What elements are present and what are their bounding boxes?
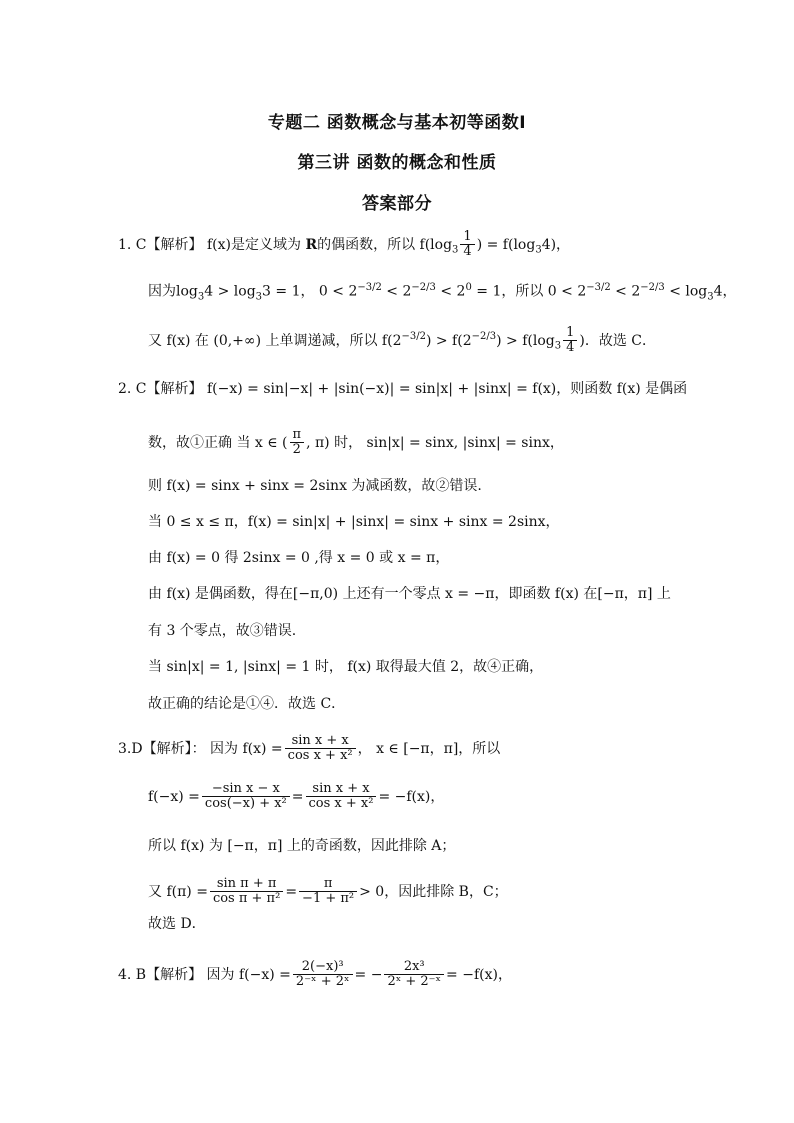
q1-line-2: 因为$\log_34 > \log_33 = 1$， $0 < 2^{-3/2} < 2^{-2/3} < 2^0 = 1$，所以 $0 < 2^{-3/2} < 2^{-2/3} < \log_34$， — [148, 282, 737, 303]
fraction-fx: $\frac{\text{sin x + x}}{\text{cos x + x²}}$ — [285, 734, 356, 764]
fraction-pi-over-two: $\frac{\pi}{2}$ — [290, 428, 305, 458]
q2-line-9: 故正确的结论是①④．故选 C． — [148, 696, 346, 712]
section-title: 答案部分 — [362, 194, 432, 214]
q2-line-3: 则 f(x) = sinx + sinx = 2sinx 为减函数，故②错误. — [148, 478, 482, 494]
topic-title: 专题二 函数概念与基本初等函数Ⅰ — [267, 113, 527, 133]
q3-line-4: 又 f(π) = $\frac{\text{sin π + π}}{\text{cos π + π²}}$ = $\frac{\pi}{\text{−1 + π²}}$ > 0，因此排除 B，C； — [148, 876, 508, 907]
q3-line-2: f(−x) = $\frac{\text{−sin x − x}}{\text{cos(−x) + x²}}$ = $\frac{\text{sin x + x}}{\text{cos x + x²}}$ = −f(x)， — [148, 781, 445, 812]
q2-line-1: 2. C【解析】 f(−x) = sin|−x| + |sin(−x)| = sin|x| + |sinx| = f(x)，则函数 f(x) 是偶函 — [118, 381, 688, 397]
fraction-f-neg-x-q4-1: $\frac{\text{2(−x)³}}{\text{2⁻ˣ + 2ˣ}}$ — [293, 960, 353, 990]
q2-line-6: 由 f(x) 是偶函数，得在[−π,0) 上还有一个零点 x = −π，即函数 f(x) 在[−π，π] 上 — [148, 586, 671, 602]
q4-line-1: 4. B【解析】 因为 f(−x) = $\frac{\text{2(−x)³}}{\text{2⁻ˣ + 2ˣ}}$ = − $\frac{\text{2x³}}{\text{2ˣ + 2⁻ˣ}}$ = −f(x)， — [118, 959, 512, 990]
fraction-f-neg-x-2: $\frac{\text{sin x + x}}{\text{cos x + x²}}$ — [306, 782, 377, 812]
lecture-title: 第三讲 函数的概念和性质 — [297, 153, 497, 173]
q2-line-5: 由 f(x) = 0 得 2sinx = 0 ,得 x = 0 或 x = π， — [148, 550, 450, 566]
fraction-f-pi-2: $\frac{\pi}{\text{−1 + π²}}$ — [299, 877, 357, 907]
q1-line-3: 又 f(x) 在 (0,+∞) 上单调递减，所以 $f(2^{-3/2}) > f(2^{-2/3}) > f(\log_3$ $\frac{1}{4}$ )．故选 C． — [148, 325, 656, 356]
q2-line-8: 当 sin|x| = 1, |sinx| = 1 时， f(x) 取得最大值 2，故④正确， — [148, 659, 544, 675]
q1-line-1: 1. C【解析】 f(x)是定义域为 R的偶函数，所以 $f(\log_3$ $\frac{1}{4}$ ) = $f(\log_34)$， — [118, 229, 571, 260]
q3-line-1: 3.D【解析】： 因为 f(x) = $\frac{\text{sin x + x}}{\text{cos x + x²}}$ ， x ∈ [−π，π]，所以 — [118, 733, 501, 764]
fraction-one-quarter: $\frac{1}{4}$ — [460, 230, 474, 260]
q3-line-3: 所以 f(x) 为 [−π，π] 上的奇函数，因此排除 A； — [148, 838, 456, 854]
fraction-f-pi-1: $\frac{\text{sin π + π}}{\text{cos π + π²}}$ — [210, 877, 283, 907]
q3-line-5: 故选 D． — [148, 916, 206, 932]
q2-line-2: 数，故①正确 当 x ∈ ( $\frac{\pi}{2}$ , π) 时， sin|x| = sinx, |sinx| = sinx， — [148, 427, 564, 458]
q2-line-4: 当 0 ≤ x ≤ π，f(x) = sin|x| + |sinx| = sinx + sinx = 2sinx， — [148, 514, 560, 530]
fraction-f-neg-x-1: $\frac{\text{−sin x − x}}{\text{cos(−x) + x²}}$ — [202, 782, 290, 812]
fraction-one-quarter-2: $\frac{1}{4}$ — [563, 326, 577, 356]
fraction-f-neg-x-q4-2: $\frac{\text{2x³}}{\text{2ˣ + 2⁻ˣ}}$ — [384, 960, 444, 990]
q2-line-7: 有 3 个零点，故③错误. — [148, 623, 297, 639]
